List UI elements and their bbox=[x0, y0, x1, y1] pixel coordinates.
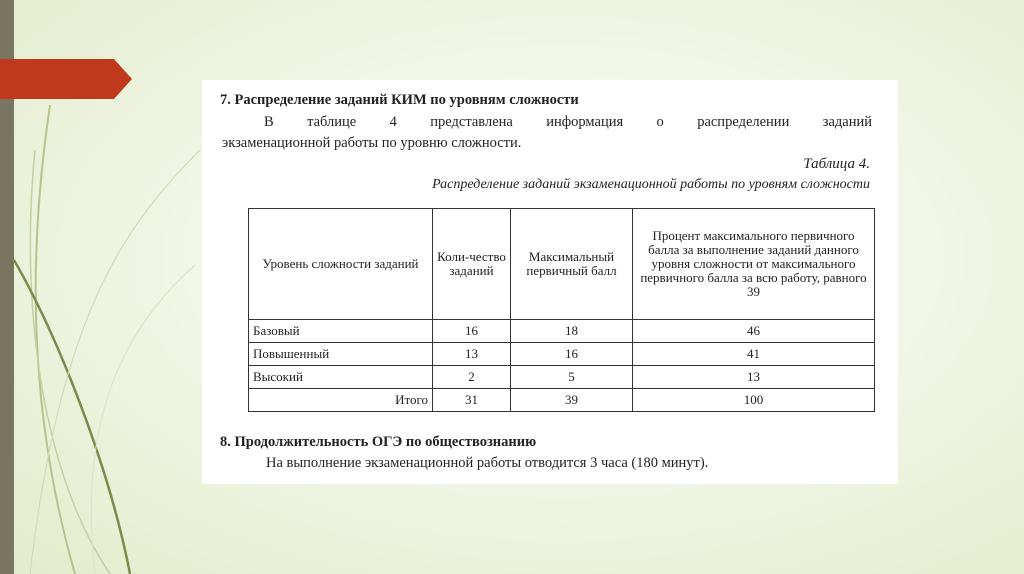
cell-percent: 41 bbox=[633, 343, 875, 366]
cell-max-score: 16 bbox=[511, 343, 633, 366]
cell-max-score: 5 bbox=[511, 366, 633, 389]
table-header-row bbox=[249, 209, 875, 320]
cell-level: Базовый bbox=[249, 320, 433, 343]
cell-total-max-score: 39 bbox=[511, 389, 633, 412]
document-scan bbox=[202, 80, 898, 484]
section-8-text: На выполнение экзаменационной работы отводится 3 часа (180 минут). bbox=[266, 455, 709, 471]
cell-total-label: Итого bbox=[249, 389, 433, 412]
red-arrow-shape bbox=[0, 59, 132, 99]
table-total-row bbox=[249, 389, 875, 412]
cell-count: 2 bbox=[433, 366, 511, 389]
table-row bbox=[249, 366, 875, 389]
table-row bbox=[249, 320, 875, 343]
table-caption: Распределение заданий экзаменационной работы по уровням сложности bbox=[432, 177, 870, 192]
cell-percent: 13 bbox=[633, 366, 875, 389]
section-7-paragraph-line-1: В таблице 4 представлена информация о распределении заданий bbox=[264, 114, 872, 130]
cell-level: Высокий bbox=[249, 366, 433, 389]
cell-total-count: 31 bbox=[433, 389, 511, 412]
cell-level: Повышенный bbox=[249, 343, 433, 366]
cell-max-score: 18 bbox=[511, 320, 633, 343]
table-row bbox=[249, 343, 875, 366]
cell-count: 16 bbox=[433, 320, 511, 343]
difficulty-table bbox=[248, 208, 875, 412]
section-7-title: 7. Распределение заданий КИМ по уровням сложности bbox=[220, 92, 579, 108]
header-max-score: Максимальный первичный балл bbox=[511, 209, 633, 320]
header-level: Уровень сложности заданий bbox=[249, 209, 433, 320]
cell-count: 13 bbox=[433, 343, 511, 366]
header-percent: Процент максимального первичного балла за выполнение заданий данного уровня сложности от максимального первичного балла за всю работу, равного 39 bbox=[633, 209, 875, 320]
table-label: Таблица 4. bbox=[803, 156, 870, 172]
section-7-paragraph-line-2: экзаменационной работы по уровню сложности. bbox=[222, 135, 522, 151]
section-8-title: 8. Продолжительность ОГЭ по обществознанию bbox=[220, 434, 537, 450]
header-count: Коли-чество заданий bbox=[433, 209, 511, 320]
cell-total-percent: 100 bbox=[633, 389, 875, 412]
cell-percent: 46 bbox=[633, 320, 875, 343]
